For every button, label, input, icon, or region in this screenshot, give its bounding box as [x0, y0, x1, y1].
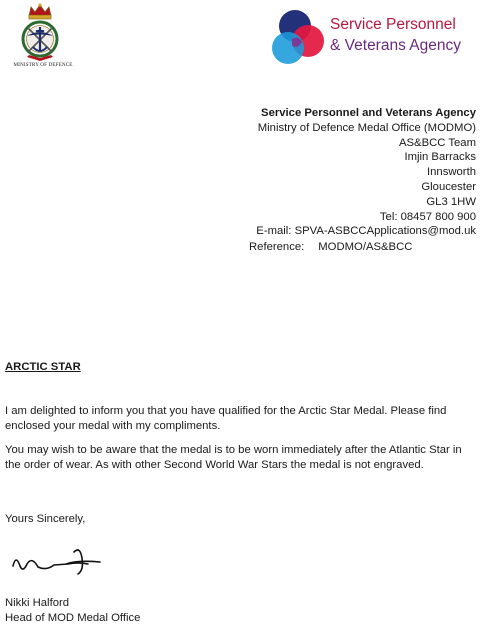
address-line: Ministry of Defence Medal Office (MODMO): [257, 121, 476, 134]
address-line: Innsworth: [427, 166, 476, 179]
mod-crest-icon: [17, 2, 63, 62]
address-line: GL3 1HW: [426, 195, 476, 208]
logo-text-line2: [330, 37, 461, 55]
address-email: E-mail: SPVA-ASBCCApplications@mod.uk: [256, 225, 476, 238]
letter-closing: Yours Sincerely,: [5, 513, 86, 525]
logo-text-line1: Service Personnel: [330, 16, 456, 33]
sender-address: [256, 106, 476, 239]
address-line: Gloucester: [421, 180, 476, 193]
reference-value: MODMO/AS&BCC: [318, 241, 413, 253]
letter-paragraph: You may wish to be aware that the medal is to be worn immediately after the Atlantic Star in the order of wear. As with other Second World War Stars the medal is not engraved.: [5, 444, 462, 471]
address-phone: Tel: 08457 800 900: [379, 210, 476, 223]
address-line: AS&BCC Team: [398, 136, 476, 149]
reference-label: Reference:: [249, 241, 305, 253]
spva-logo-icon: [268, 9, 330, 67]
signer-name: Nikki Halford: [5, 597, 70, 609]
letter-paragraph: I am delighted to inform you that you have qualified for the Arctic Star Medal. Please find enclosed your medal with my compliments.: [5, 405, 447, 432]
signer-title: Head of MOD Medal Office: [5, 612, 141, 624]
letter-subject: ARCTIC STAR: [5, 361, 81, 373]
address-org: Service Personnel and Veterans Agency: [261, 107, 476, 119]
logo-ampersand: &: [330, 37, 341, 54]
reference: [249, 241, 412, 253]
logo-text-line2-rest: Veterans Agency: [344, 37, 461, 54]
handwritten-signature: [8, 540, 108, 580]
crest-caption: MINISTRY OF DEFENCE: [13, 62, 73, 68]
address-line: Imjin Barracks: [404, 151, 476, 164]
